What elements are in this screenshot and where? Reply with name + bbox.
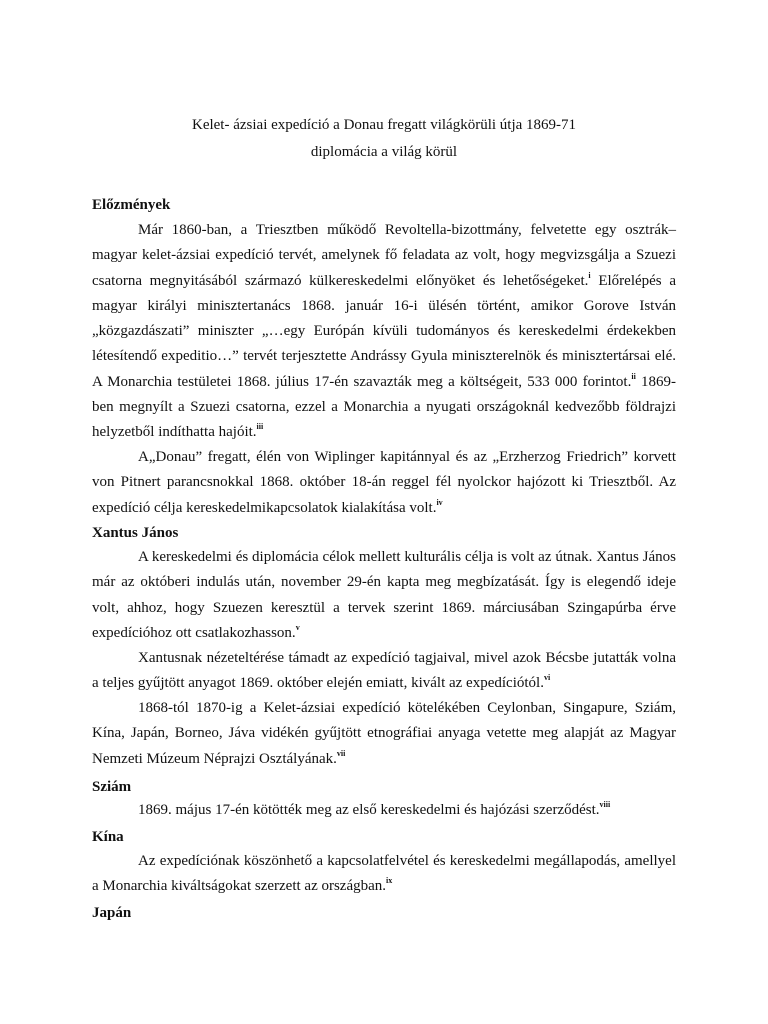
paragraph-sziam-1: 1869. május 17-én kötötték meg az első kereskedelmi és hajózási szerződést.$^{viii}$ [138, 800, 611, 818]
footnote-marker[interactable]: vii [336, 748, 346, 758]
paragraph-elozmenyek-1: Már 1860-ban, a Triesztben működő Revoltella-bizottmány, felvetette egy osztrák–magyar kelet-ázsiai expedíció tervét, amelynek fő feladata az volt, hogy megvizsgálja a Szuezi csatorna megnyitásából származó külkereskedelmi előnyöket és lehetőségeket.$^i$ Előrelépés a magyar királyi minisztertanács 1868. január 16-i ülésén történt, amikor Gorove István „közgazdászati” miniszter „…egy Európán kívüli tudományos és kereskedelmi érdekekben létesítendő expeditio…” tervét terjesztette Andrássy Gyula miniszterelnök és minisztertársai elé. A Monarchia testületei 1868. július 17-én szavazták meg a költségeit, 533 000 forintot.$^{ii}$ 1869-ben megnyílt a Szuezi csatorna, ezzel a Monarchia a nyugati országoknál kedvezőbb földrajzi helyzetből indíthatta hajóit.$^{iii}$ [92, 222, 676, 441]
footnote-marker[interactable]: iv [436, 497, 443, 507]
document-title: Kelet- ázsiai expedíció a Donau fregatt világkörüli útja 1869-71 [191, 117, 577, 133]
section-heading-kina: Kína [92, 829, 124, 845]
paragraph-xantus-1: A kereskedelmi és diplomácia célok mellett kulturális célja is volt az útnak. Xantus János már az októberi indulás után, november 29-én kapta meg megbízatását. Így is elegendő ideje volt, ahhoz, hogy Szuezen keresztül a tervek szerint 1869. márciusában Szingapúrba érve expedícióhoz ott csatlakozhasson.$^v$ [92, 549, 676, 641]
paragraph-xantus-2: Xantusnak nézeteltérése támadt az expedíció tagjaival, mivel azok Bécsbe jutatták volna a teljes gyűjtött anyagot 1869. október elején emiatt, kivált az expedíciótól.$^{vi}$ [92, 650, 676, 692]
footnote-marker[interactable]: ii [631, 371, 636, 381]
section-heading-sziam: Sziám [92, 779, 132, 795]
footnote-marker[interactable]: v [295, 622, 300, 632]
footnote-marker[interactable]: i [588, 270, 591, 280]
paragraph-kina-1: Az expedíciónak köszönhető a kapcsolatfelvétel és kereskedelmi megállapodás, amellyel a Monarchia kiváltságokat szerzett az országban.$^{ix}$ [92, 853, 676, 895]
section-heading-elozmenyek: Előzmények [92, 197, 171, 213]
section-heading-japan: Japán [92, 905, 132, 921]
section-heading-xantus-janos: Xantus János [92, 525, 179, 541]
footnote-marker[interactable]: viii [599, 800, 611, 809]
paragraph-elozmenyek-2: A„Donau” fregatt, élén von Wiplinger kapitánnyal és az „Erzherzog Friedrich” korvett von Pitnert parancsnokkal 1868. október 18-án reggel fél nyolckor hajózott ki Triesztből. Az expedíció célja kereskedelmikapcsolatok kialakítása volt.$^{iv}$ [92, 449, 676, 516]
paragraph-xantus-3: 1868-tól 1870-ig a Kelet-ázsiai expedíció kötelékében Ceylonban, Singapure, Sziám, Kína, Japán, Borneo, Jáva vidékén gyűjtött etnográfiai anyaga vetette meg alapját az Magyar Nemzeti Múzeum Néprajzi Osztályának.$^{vii}$ [92, 700, 676, 767]
document-subtitle: diplomácia a világ körül [310, 144, 458, 160]
footnote-marker[interactable]: ix [386, 876, 393, 886]
footnote-marker[interactable]: vi [543, 673, 551, 683]
footnote-marker[interactable]: iii [256, 422, 264, 432]
